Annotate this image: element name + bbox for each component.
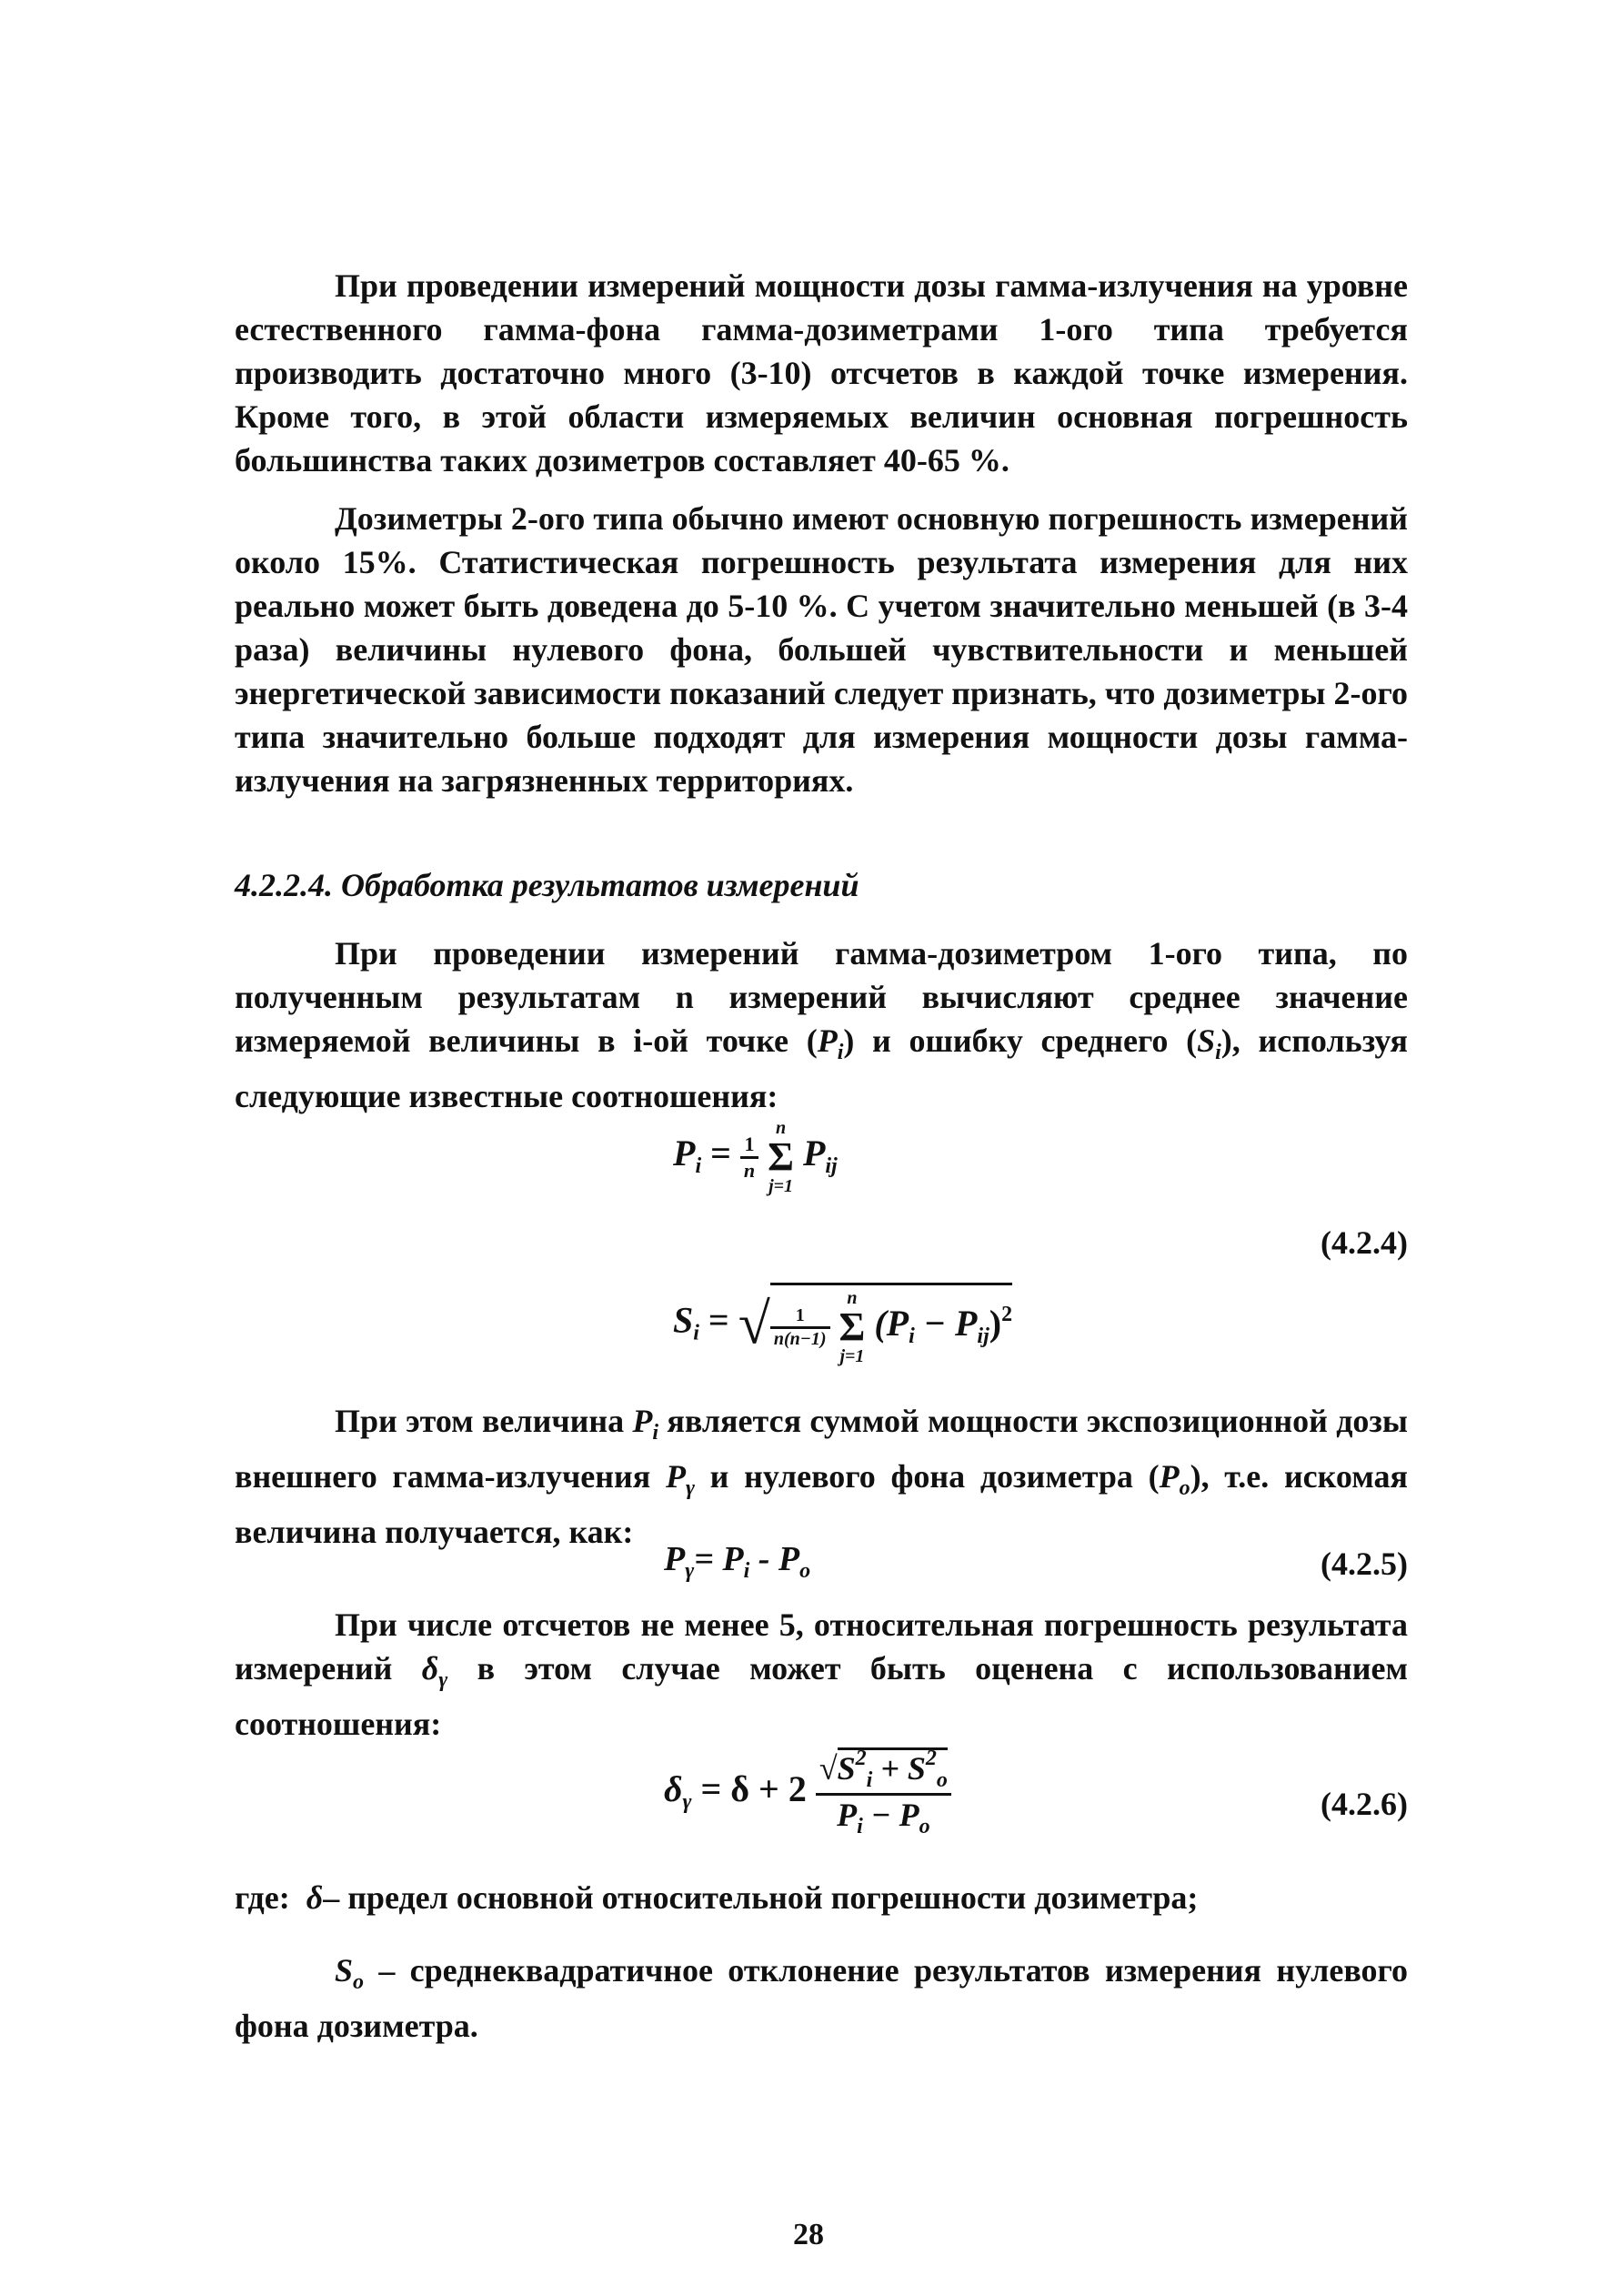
paragraph-2: Дозиметры 2-ого типа обычно имеют основную погрешность измерений около 15%. Статистическая погрешность результата измерения для них реально может быть доведена до 5-10 %. С учетом значительно меньшей (в 3-4 раза) величины нулевого фона, большей чувствительности и меньшей энергетической зависимости показаний следует признать, что дозиметры 2-ого типа значительно больше подходят для измерения мощности дозы гамма-излучения на загрязненных территориях. [235, 500, 1408, 799]
paragraph-where-delta: где: δ– предел основной относительной погрешности дозиметра; [235, 1879, 1199, 1916]
page-number: 28 [793, 2218, 824, 2251]
formula-relative-error: $\delta_\gamma = \delta + 2$ $\frac{√S^2_i + S^2_o}{P_i - P_o}$ [664, 1747, 951, 1839]
paragraph-5: При числе отсчетов не менее 5, относительная погрешность результата измерений $\delta_\gamma$ в этом случае может быть оценена с использованием соотношения: [235, 1606, 1408, 1742]
section-heading: 4.2.2.4. Обработка результатов измерений [235, 867, 859, 903]
paragraph-4: При этом величина $P_i$ является суммой мощности экспозиционной дозы внешнего гамма-излучения $P_\gamma$ и нулевого фона дозиметра $(P_o)$, т.е. искомая величина получается, как: [235, 1403, 1408, 1550]
formula-std-error: $S_i$ = √ $\frac{1}{n(n-1)}$ n Σ j=1 $(P_i - P_{ij})^2$ [673, 1283, 1012, 1365]
paragraph-where-so: $S_o$ – среднеквадратичное отклонение результатов измерения нулевого фона дозиметра. [235, 1952, 1408, 2044]
paragraph-1: При проведении измерений мощности дозы гамма-излучения на уровне естественного гамма-фона гамма-дозиметрами 1-ого типа требуется производить достаточно много (3-10) отсчетов в каждой точке измерения. Кроме того, в этой области измеряемых величин основная погрешность большинства таких дозиметров составляет 40-65 %. [235, 267, 1408, 478]
equation-number-4-2-5: (4.2.5) [1321, 1546, 1408, 1582]
equation-number-4-2-4: (4.2.4) [1321, 1224, 1408, 1261]
formula-mean: $P_i$ = $\frac{1}{n}$ n Σ j=1 $P_{ij}$ [673, 1118, 838, 1196]
paragraph-3: При проведении измерений гамма-дозиметром 1-ого типа, по полученным результатам n измерений вычисляют среднее значение измеряемой величины в i-ой точке $(P_i)$ и ошибку среднего $(S_i)$, используя следующие известные соотношения: [235, 935, 1408, 1114]
formula-gamma-dose: $P_\gamma= P_i - P_o$ [664, 1540, 811, 1583]
equation-number-4-2-6: (4.2.6) [1321, 1786, 1408, 1822]
